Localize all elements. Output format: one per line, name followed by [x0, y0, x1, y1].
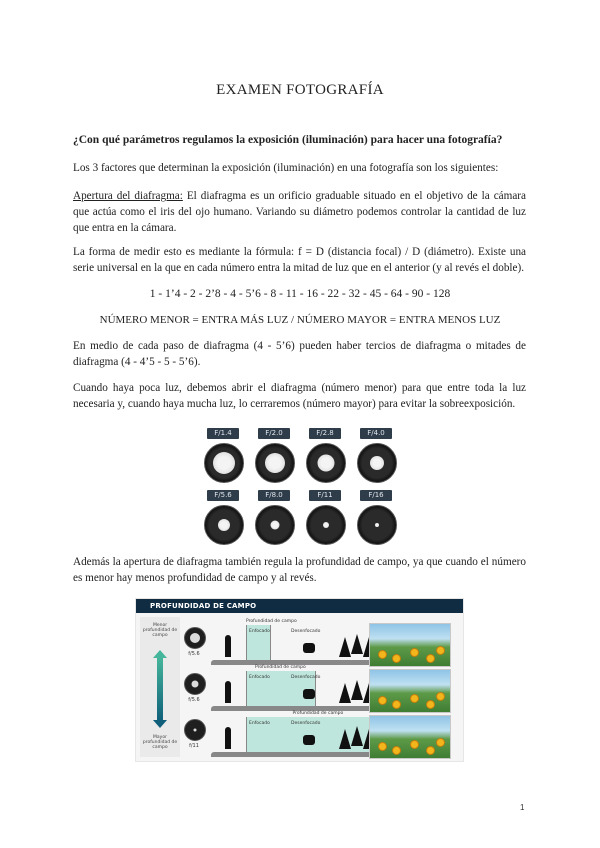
aperture-item: [203, 490, 245, 548]
lens-icon: [306, 443, 346, 483]
flower-icon: [436, 692, 445, 701]
lens-icon: [255, 505, 295, 545]
aperture-label: F/4.0: [360, 428, 392, 439]
dof-scene: [211, 667, 451, 711]
tree-icon: [339, 729, 351, 749]
dof-f-number: f/11: [189, 743, 199, 749]
depth-of-field-figure: [135, 598, 464, 762]
deer-icon: [303, 689, 315, 699]
photographer-icon: [225, 635, 231, 657]
dof-top-label: Menor profundidad de campo: [142, 623, 178, 638]
dof-unfocused-label: Desenfocado: [291, 675, 321, 680]
flower-icon: [410, 694, 419, 703]
thirds-paragraph: En medio de cada paso de diafragma (4 - 5’6) pueden haber tercios de diafragma o mitades de diafragma (4 - 4’5 - 5 - 5’6).: [73, 340, 526, 368]
dof-lens-icon: [184, 673, 206, 695]
aperture-paragraph: [73, 188, 526, 236]
lens-icon: [306, 505, 346, 545]
sample-photo: [369, 669, 451, 713]
flower-icon: [426, 654, 435, 663]
dof-bottom-label: Mayor profundidad de campo: [142, 735, 178, 750]
f-number-series: 1 - 1’4 - 2 - 2’8 - 4 - 5’6 - 8 - 11 - 16 - 22 - 32 - 45 - 64 - 90 - 128: [149, 288, 451, 300]
aperture-text: El diafragma es un orificio graduable situado en el objetivo de la cámara que actúa como el iris del ojo humano. Variando su diámetro podemos controlar la cantidad de luz que entra en la cámara.: [73, 190, 526, 234]
flower-icon: [436, 646, 445, 655]
aperture-opening: [213, 452, 235, 474]
aperture-label: F/5.6: [207, 490, 239, 501]
aperture-opening: [218, 519, 230, 531]
deer-icon: [303, 735, 315, 745]
aperture-item: [305, 490, 347, 548]
aperture-opening: [375, 523, 379, 527]
aperture-item: [356, 428, 398, 486]
flower-icon: [378, 696, 387, 705]
flower-icon: [426, 746, 435, 755]
page-number: 1: [520, 803, 525, 812]
aperture-label: F/2.8: [309, 428, 341, 439]
lens-icon: [357, 443, 397, 483]
aperture-opening: [271, 521, 280, 530]
tree-icon: [351, 726, 363, 746]
lens-icon: [204, 443, 244, 483]
aperture-opening: [265, 453, 285, 473]
aperture-heading: Apertura del diafragma:: [73, 190, 183, 202]
flower-icon: [392, 654, 401, 663]
dof-row-label: Profundidad de campo: [246, 619, 297, 624]
dof-lens-opening: [190, 633, 200, 643]
aperture-label: F/1.4: [207, 428, 239, 439]
dof-focused-label: Enfocado: [249, 675, 270, 680]
tree-icon: [339, 683, 351, 703]
light-paragraph: Cuando haya poca luz, debemos abrir el diafragma (número menor) para que entre toda la luz necesaria y, cuando haya mucha luz, lo cerraremos (número mayor) para evitar la sobreexposición.: [73, 382, 526, 410]
aperture-label: F/11: [309, 490, 341, 501]
aperture-label: F/2.0: [258, 428, 290, 439]
tree-icon: [351, 680, 363, 700]
flower-icon: [410, 648, 419, 657]
formula-paragraph: La forma de medir esto es mediante la fórmula: f = D (distancia focal) / D (diámetro). Existe una serie universal en la que en cada número entra la mitad de luz que en el anterior (y al revés el doble).: [73, 246, 526, 274]
document-title: EXAMEN FOTOGRAFÍA: [216, 82, 384, 98]
flower-icon: [436, 738, 445, 747]
aperture-item: [254, 428, 296, 486]
dof-focused-label: Enfocado: [249, 629, 270, 634]
dof-focused-label: Enfocado: [249, 721, 270, 726]
aperture-opening: [370, 456, 384, 470]
dof-f-number: f/5.6: [188, 651, 200, 657]
photographer-icon: [225, 681, 231, 703]
dof-row-label: Profundidad de campo: [292, 711, 344, 716]
dof-paragraph: Además la apertura de diafragma también regula la profundidad de campo, ya que cuando el número es menor hay menos profundidad de campo y al revés.: [73, 556, 526, 584]
light-rule: NÚMERO MENOR = ENTRA MÁS LUZ / NÚMERO MAYOR = ENTRA MENOS LUZ: [99, 314, 501, 326]
dof-figure-header: [136, 599, 463, 613]
aperture-label: F/16: [360, 490, 392, 501]
dof-scene: [211, 713, 451, 757]
photographer-icon: [225, 727, 231, 749]
sample-photo: [369, 715, 451, 759]
aperture-opening: [323, 522, 329, 528]
aperture-item: [203, 428, 245, 486]
intro-paragraph: Los 3 factores que determinan la exposición (iluminación) en una fotografía son los siguientes:: [73, 162, 499, 174]
dof-lens-opening: [192, 681, 199, 688]
dof-scale: [140, 617, 180, 757]
aperture-figure: [203, 428, 399, 546]
dof-figure-title: PROFUNDIDAD DE CAMPO: [150, 602, 257, 610]
lens-icon: [357, 505, 397, 545]
question-heading: ¿Con qué parámetros regulamos la exposición (iluminación) para hacer una fotografía?: [73, 134, 503, 146]
dof-unfocused-label: Desenfocado: [291, 721, 321, 726]
lens-icon: [204, 505, 244, 545]
dof-arrow-icon: [157, 657, 163, 721]
sample-photo: [369, 623, 451, 667]
dof-row-label: Profundidad de campo: [255, 665, 306, 670]
tree-icon: [351, 634, 363, 654]
dof-lens-icon: [184, 627, 206, 649]
flower-icon: [392, 700, 401, 709]
lens-icon: [255, 443, 295, 483]
aperture-item: [356, 490, 398, 548]
flower-icon: [392, 746, 401, 755]
dof-unfocused-label: Desenfocado: [291, 629, 321, 634]
dof-lens-opening: [194, 729, 197, 732]
flower-icon: [426, 700, 435, 709]
flower-icon: [410, 740, 419, 749]
dof-lens-icon: [184, 719, 206, 741]
flower-icon: [378, 650, 387, 659]
ground: [211, 752, 376, 757]
aperture-item: [305, 428, 347, 486]
dof-scene: [211, 621, 451, 665]
deer-icon: [303, 643, 315, 653]
aperture-label: F/8.0: [258, 490, 290, 501]
aperture-item: [254, 490, 296, 548]
tree-icon: [339, 637, 351, 657]
aperture-opening: [318, 455, 335, 472]
flower-icon: [378, 742, 387, 751]
dof-f-number: f/5.6: [188, 697, 200, 703]
